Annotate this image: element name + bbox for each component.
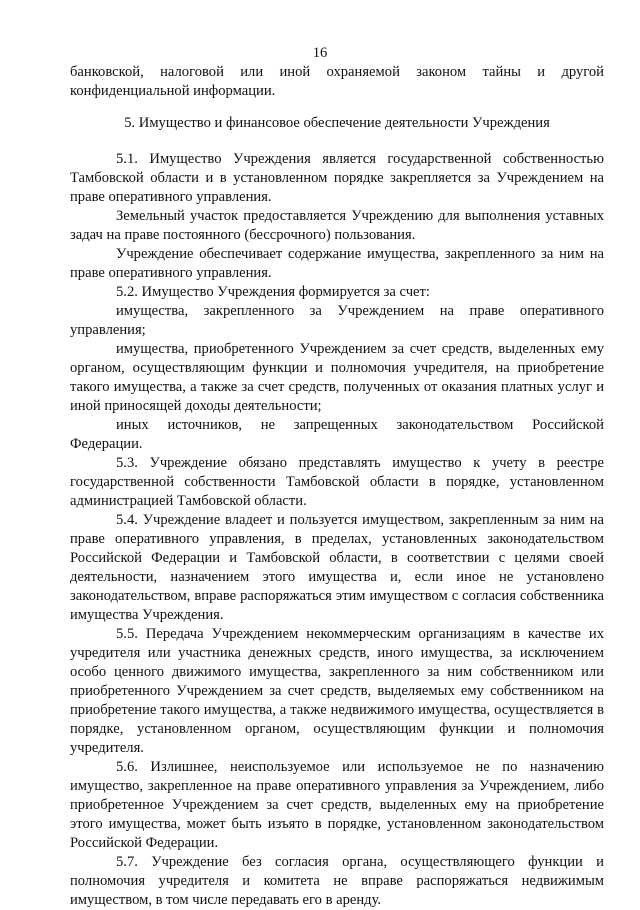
paragraph-5-3: 5.3. Учреждение обязано представлять имущество к учету в реестре государственной собственности Тамбовской области в порядке, установленном администрацией Тамбовской области. (70, 455, 604, 509)
paragraph-land-plot: Земельный участок предоставляется Учреждению для выполнения уставных задач на праве постоянного (бессрочного) пользования. (70, 208, 604, 243)
section-heading: 5. Имущество и финансовое обеспечение деятельности Учреждения (124, 115, 550, 131)
list-item-other-sources: иных источников, не запрещенных законодательством Российской Федерации. (70, 417, 604, 452)
paragraph-5-1: 5.1. Имущество Учреждения является государственной собственностью Тамбовской области и в установленном порядке закрепляется за Учреждением на праве оперативного управления. (70, 151, 604, 205)
paragraph-5-7: 5.7. Учреждение без согласия органа, осуществляющего функции и полномочия учредителя и комитета не вправе распоряжаться недвижимым имуществом, в том числе передавать его в аренду. (70, 854, 604, 908)
paragraph-5-5: 5.5. Передача Учреждением некоммерческим организациям в качестве их учредителя или участника денежных средств, иного имущества, за исключением особо ценного движимого имущества, закрепленного за ним собственником или приобретенного Учреждением за счет средств, выделяемых ему собственником на приобретение такого имущества, а также недвижимого имущества, осуществляется в порядке, установленном органом, осуществляющим функции и полномочия учредителя. (70, 626, 604, 756)
paragraph-5-6: 5.6. Излишнее, неиспользуемое или используемое не по назначению имущество, закрепленное на праве оперативного управления за Учреждением, либо приобретенное Учреждением за счет средств, выделенных ему на приобретение этого имущества, может быть изъято в порядке, установленном законодательством Российской Федерации. (70, 759, 604, 851)
document-body (70, 63, 604, 910)
paragraph-maintenance: Учреждение обеспечивает содержание имущества, закрепленного за ним на праве оперативного управления. (70, 246, 604, 281)
list-item-acquired-property: имущества, приобретенного Учреждением за счет средств, выделенных ему органом, осуществляющим функции и полномочия учредителя, на приобретение такого имущества, а также за счет средств, полученных от оказания платных услуг и иной приносящей доходы деятельности; (70, 341, 604, 414)
page-number: 16 (312, 45, 328, 61)
list-item-assigned-property: имущества, закрепленного за Учреждением на праве оперативного управления; (70, 303, 604, 338)
paragraph-5-4: 5.4. Учреждение владеет и пользуется имуществом, закрепленным за ним на праве оперативного управления, в пределах, установленных законодательством Российской Федерации и Тамбовской области, в соответствии с целями своей деятельности, назначением этого имущества и, если иное не установлено законодательством, вправе распоряжаться этим имуществом с согласия собственника имущества Учреждения. (70, 512, 604, 623)
carryover-text: банковской, налоговой или иной охраняемой законом тайны и другой конфиденциальной информации. (70, 64, 604, 99)
paragraph-5-2: 5.2. Имущество Учреждения формируется за счет: (116, 284, 430, 300)
